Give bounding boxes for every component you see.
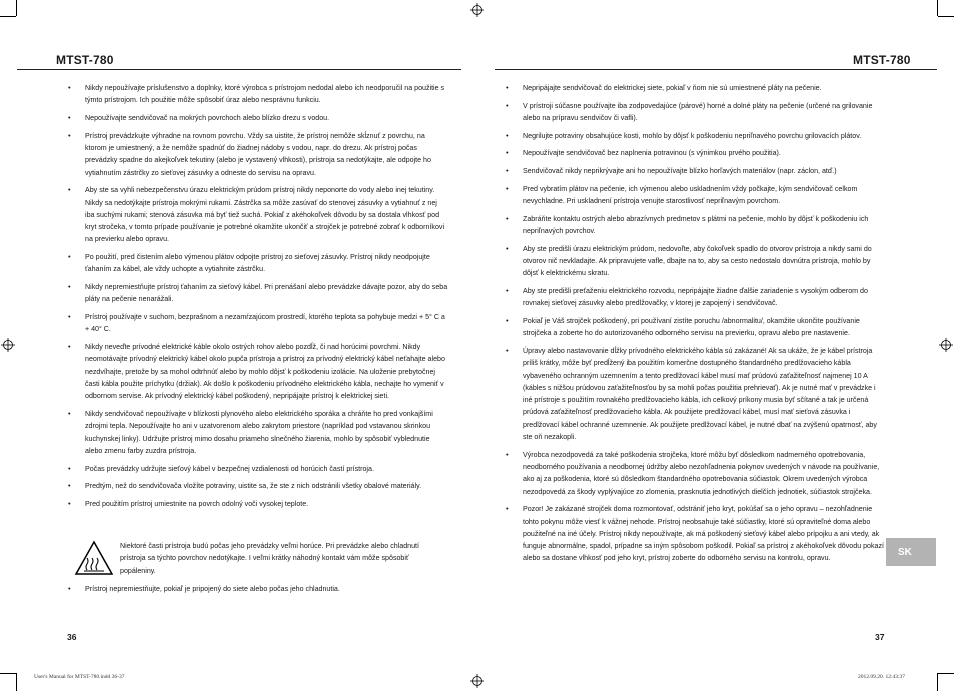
list-item: • Pokiaľ je Váš strojček poškodený, pri používaní zistíte poruchu /abnormalitu/, okamžite ukončite používanie strojčeka a zoberte ho do autorizovaného odborného servisu na previerku, opravu alebo pre nastavenie. — [506, 315, 886, 340]
left-header-title: MTST-780 — [56, 53, 114, 67]
list-item: • Nepoužívajte sendvičovač na mokrých povrchoch alebo blízko drezu s vodou. — [68, 112, 448, 124]
list-item: • Prístroj nepremiestňujte, pokiaľ je pripojený do siete alebo počas jeho chladnutia. — [68, 583, 448, 595]
list-item: • Pozor! Je zakázané strojček doma rozmontovať, odstrániť jeho kryt, pokúšať sa o jeho opravu – nezohľadnenie tohto pokynu môže viesť k vážnej nehode. Prístroj neobsahuje také súčiastky, ktoré sú opraviteľné doma alebo použiteľné na iné účely. Prístroj nikdy nepoužívajte, ak má poškodený sieťový kábel alebo prípojku a ani vtedy, ak funguje abnormálne, spadol, prípadne sa iným spôsobom poškodil. Pokiaľ sa prístroj z akéhokoľvek dôvodu pokazí alebo sa dostane vlhkosť pod jeho kryt, prístroj zoberte do odborného servisu na kontrolu, opravu. — [506, 503, 886, 564]
list-item: • Úpravy alebo nastavovanie dĺžky prívodného elektrického kábla sú zakázané! Ak sa ukáže, že je kábel prístroja príliš krátky, môže byť predĺžený iba použitím komerčne dostupného štandardného predlžovacieho kábla vybaveného ochranným uzemnením a tento predlžovací kábel musí mať prúdovú zaťažiteľnosť najmenej 10 A (kábles s nižšou prúdovou zaťažiteľnosťou by sa mohli počas použitia prehrievať). Ak je nutné mať v prevádzke i iné prístroje s použitím rovnakého predlžovacieho kábla, ich celkový príkony musia byť sčítané a tak je určená prúdová zaťažiteľnosť predlžovacieho kábla. Ak použijete predlžovací kábel, musí mať sieťová zásuvka i predlžovací kábel ochranné uzemnenie. Ak použijete predlžovací kábel, je nutné dbať na zvýšenú opatrnosť, aby ste oň nezakopli. — [506, 345, 886, 443]
right-page — [477, 0, 954, 691]
page-number: 36 — [67, 632, 77, 642]
list-item: • Nikdy nepremiestňujte prístroj ťahaním za sieťový kábel. Pri prenášaní alebo prevádzke dávajte pozor, aby do seba pláty na pečenie nenarážali. — [68, 281, 448, 306]
list-item: • Predtým, než do sendvičovača vložíte potraviny, uistite sa, že ste z nich odstránili všetky obalové materiály. — [68, 480, 448, 492]
left-header-rule — [17, 69, 461, 70]
list-item: • Sendvičovač nikdy neprikrývajte ani ho nepoužívajte blízko horľavých materiálov (napr. záclon, atď.) — [506, 165, 886, 177]
left-bullet-list — [68, 82, 448, 516]
list-item: • Prístroj prevádzkujte výhradne na rovnom povrchu. Vždy sa uistite, že prístroj nemôže skĺznuť z povrchu, na ktorom je umiestnený, a že nemôže spadnúť do žiadnej nádoby s vodou, napr. do drezu. Ak prístroj počas prevádzky spadne do akejkoľvek tekutiny (alebo je vystavený vlhkosti), prístroja sa nedotýkajte, ale odpojte ho vytiahnutím zástrčky zo sieťovej zásuvky a odneste do servisu na opravu. — [68, 130, 448, 179]
list-item: • Aby ste predišli preťaženiu elektrického rozvodu, nepripájajte žiadne ďalšie zariadenie s vysokým odberom do rovnakej sieťovej zásuvky alebo predlžovačky, v ktorej je zapojený i sendvičovač. — [506, 285, 886, 310]
list-item: • Zabráňte kontaktu ostrých alebo abrazívnych predmetov s plátmi na pečenie, mohlo by dôjsť k poškodeniu ich nepriľnavých povrchov. — [506, 213, 886, 238]
list-item: • Aby ste sa vyhli nebezpečenstvu úrazu elektrickým prúdom prístroj nikdy neponorte do vody alebo inej tekutiny. Nikdy sa nedotýkajte prístroja mokrými rukami. Zástrčka sa môže zasúvať do stenovej zásuvky a vytiahnuť z nej iba suchými rukami; stenová zásuvka má byť tiež suchá. Pokiaľ z akéhokoľvek dôvodu by sa dostala vlhkosť pod kryt stročeka, v tomto prípade používanie je potrebné okamžite ukončiť a strojček je potrebné zobrať k odborníkovi na previerku alebo opravu. — [68, 184, 448, 245]
list-item: • Počas prevádzky udržujte sieťový kábel v bezpečnej vzdialenosti od horúcich častí prístroja. — [68, 463, 448, 475]
list-item: • Pred vybratím plátov na pečenie, ich výmenou alebo uskladnením vždy počkajte, kým sendvičovač celkom nevychladne. Pri uskladnení prístroja venujte starostlivosť nepriľnavým povrchom. — [506, 183, 886, 208]
list-item: • Nepripájajte sendvičovač do elektrickej siete, pokiaľ v ňom nie sú umiestnené pláty na pečenie. — [506, 82, 886, 94]
list-item: • Negrilujte potraviny obsahujúce kosti, mohlo by dôjsť k poškodeniu nepriľnavého povrchu grilovacích plátov. — [506, 130, 886, 142]
list-item: • Po použití, pred čistením alebo výmenou plátov odpojte prístroj zo sieťovej zásuvky. Prístroj nikdy neodpojujte ťahaním za kábel, ale vždy uchopte a vytiahnite zástrčku. — [68, 251, 448, 276]
list-item: • Aby ste predišli úrazu elektrickým prúdom, nedovoľte, aby čokoľvek spadlo do otvorov prístroja a nikdy sami do otvorov nič nevkladajte. Ak pripravujete vafle, dbajte na to, aby sa cesto nedostalo dovnútra prístroja, mohlo by dôjsť k elektrickému skratu. — [506, 243, 886, 280]
list-item: • Nikdy sendvičovač nepoužívajte v blízkosti plynového alebo elektrického sporáka a chráňte ho pred vonkajšími zdrojmi tepla. Nepoužívajte ho ani v uzatvorenom alebo zakrytom priestore (napríklad pod vstavanou skrinkou kuchynskej linky). Udržujte prístroj mimo dosahu priameho slnečného žiarenia, mohlo by spôsobiť vyblednutie alebo zmenu farby zuzdra prístroja. — [68, 408, 448, 457]
list-item: • V prístroji súčasne používajte iba zodpovedajúce (párové) horné a dolné pláty na pečenie (určené na grilovanie alebo na prípravu sendvičov či vafli). — [506, 100, 886, 125]
list-item: • Nikdy neveďte prívodné elektrické káble okolo ostrých rohov alebo pozdĺž, či nad horúcimi povrchmi. Nikdy neomotávajte prívodný elektrický kábel okolo pupča prístroja a prístroj za prívodný elektrický kábel neťahajte alebo nezdvíhajte, pretože by sa mohol odtrhnúť alebo by mohlo dôjsť k poškodeniu izolácie. Na uloženie prebytočnej časti kábla použite príchytku (držiak). Ak došlo k poškodeniu prívodného elektrického kábla, nechajte ho vymeniť v odbornom servise. Ak prívodný elektrický kábel poškodený, nepripájajte prístroj k elektrickej sieti. — [68, 341, 448, 402]
print-footer-timestamp: 2012.09.20. 12:43:37 — [858, 674, 906, 680]
list-item: • Pred použitím prístroj umiestnite na povrch odolný voči vysokej teplote. — [68, 498, 448, 510]
hot-surface-warning-icon — [74, 540, 114, 576]
print-footer-file: User's Manual for MTST-780.indd 36-37 — [34, 674, 125, 680]
list-item: • Nikdy nepoužívajte príslušenstvo a doplnky, ktoré výrobca s prístrojom nedodal alebo ich neodporučil na použitie s týmto prístrojom. Ich použitie môže spôsobiť úraz alebo nesprávnu funkciu. — [68, 82, 448, 107]
list-item: • Nepoužívajte sendvičovač bez naplnenia potravinou (s výnimkou prvého použitia). — [506, 147, 886, 159]
language-tab: SK — [886, 538, 936, 566]
left-last-bullet — [68, 583, 448, 601]
list-item: • Výrobca nezodpovedá za také poškodenia strojčeka, ktoré môžu byť dôsledkom nadmerného opotrebovania, neodborného používania a neodbornej údržby alebo nezohľadnenia pokynov uvedených v návode na používanie, ako aj za poškodenia, ktoré sú dôsledkom štandardného opotrebovania súčiastok. Okrem uvedených výrobca nezodpovedá za škody vyplývajúce zo zlomenia, prasknutia jednotlivých dielčích jednotiek, súčiastok strojčeka. — [506, 449, 886, 498]
right-bullet-list — [506, 82, 886, 570]
warning-text: Niektoré časti prístroja budú počas jeho prevádzky veľmi horúce. Pri prevádzke alebo chladnutí prístroja sa týchto povrchov nedotýkajte. I veľmi krátky náhodný kontakt vám môže spôsobiť popáleniny. — [120, 542, 419, 575]
right-header-title: MTST-780 — [853, 53, 911, 67]
page-number: 37 — [875, 632, 885, 642]
right-header-rule — [495, 69, 937, 70]
list-item: • Prístroj používajte v suchom, bezprašnom a nezamŕzajúcom prostredí, ktorého teplota sa pohybuje medzi + 5° C a + 40° C. — [68, 311, 448, 336]
